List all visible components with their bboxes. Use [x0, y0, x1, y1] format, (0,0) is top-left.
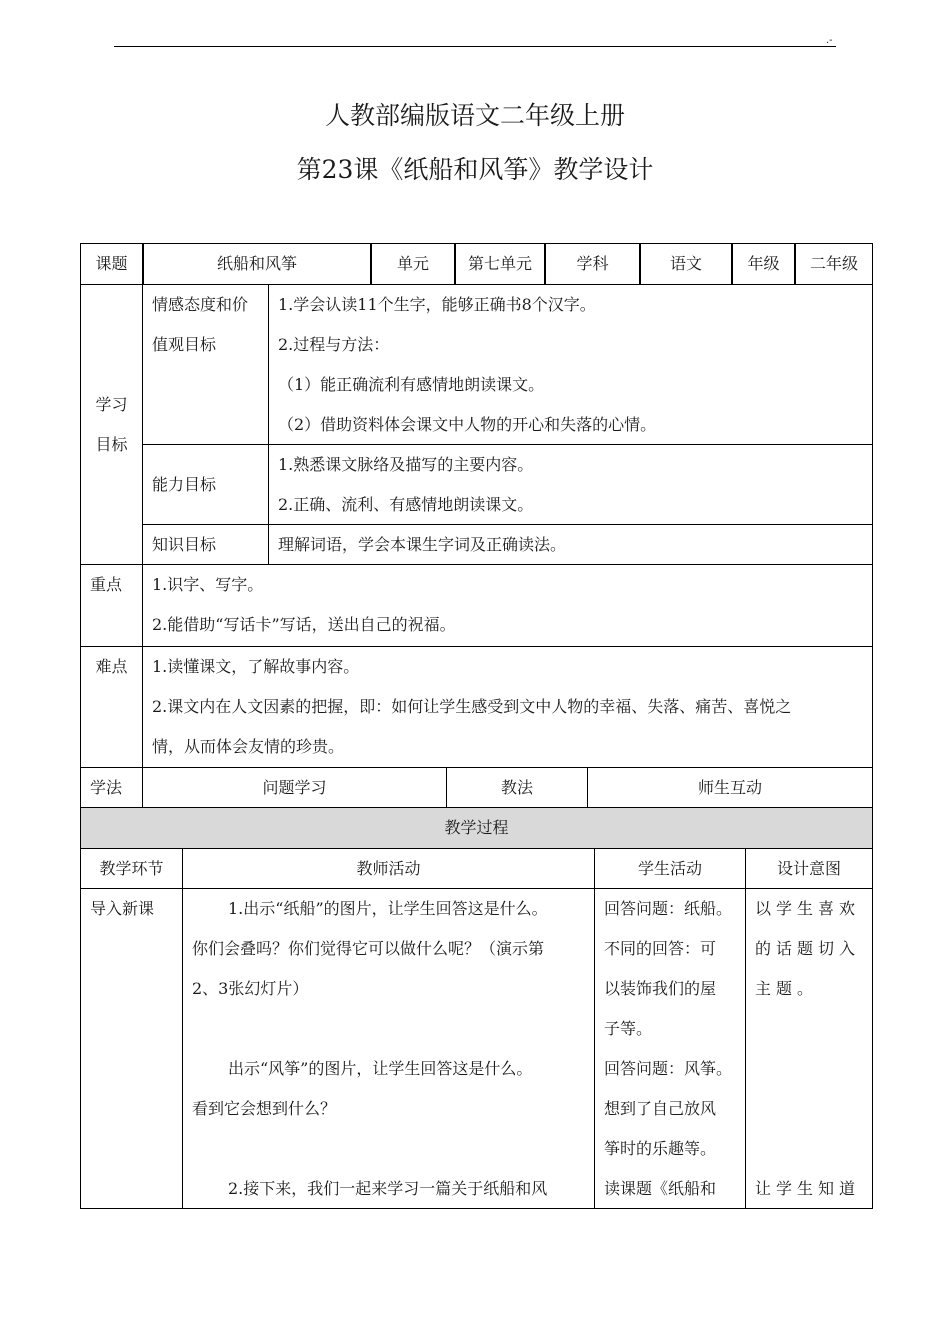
key-points-content: 1.识字、写字。 2.能借助“写话卡”写话，送出自己的祝福。 [142, 564, 873, 647]
header-rule [114, 46, 836, 47]
grade-label: 年级 [732, 243, 795, 285]
subject-label: 学科 [545, 243, 640, 285]
grade-value: 二年级 [795, 243, 873, 285]
attitude-goal-content: 1.学会认读11个生字，能够正确书8个汉字。 2.过程与方法： （1）能正确流利有感情地朗读课文。 （2）借助资料体会课文中人物的开心和失落的心情。 [268, 284, 873, 445]
col-header-stage: 教学环节 [80, 848, 183, 889]
teaching-method-label: 教法 [446, 767, 588, 808]
objectives-label: 学习 目标 [80, 284, 143, 565]
process-title: 教学过程 [80, 807, 873, 849]
learning-method-value: 问题学习 [142, 767, 447, 808]
ability-goal-label: 能力目标 [142, 444, 269, 525]
knowledge-goal-content: 理解词语，学会本课生字词及正确读法。 [268, 524, 873, 565]
teaching-method-value: 师生互动 [587, 767, 873, 808]
topic-label: 课题 [80, 243, 143, 285]
key-points-label: 重点 [80, 564, 143, 647]
lesson-title: 第23课《纸船和风筝》教学设计 [296, 155, 654, 184]
difficulties-content: 1.读懂课文，了解故事内容。 2.课文内在人文因素的把握，即：如何让学生感受到文中人物的幸福、失落、痛苦、喜悦之 情，从而体会友情的珍贵。 [142, 646, 873, 768]
learning-method-label: 学法 [80, 767, 143, 808]
document-title: 人教部编版语文二年级上册 [324, 101, 625, 130]
difficulties-label: 难点 [80, 646, 143, 768]
unit-label: 单元 [371, 243, 455, 285]
col-header-intent: 设计意图 [745, 848, 873, 889]
subject-value: 语文 [640, 243, 732, 285]
attitude-goal-label: 情感态度和价 值观目标 [142, 284, 269, 445]
topic-value: 纸船和风筝 [143, 243, 371, 285]
design-intent-cell: 以学生喜欢 的话题切入 主题。 让学生知道 [745, 888, 873, 1209]
knowledge-goal-label: 知识目标 [142, 524, 269, 565]
unit-value: 第七单元 [455, 243, 545, 285]
col-header-teacher: 教师活动 [182, 848, 595, 889]
col-header-student: 学生活动 [594, 848, 746, 889]
stage-cell: 导入新课 [80, 888, 183, 1209]
header-mark: .- [826, 35, 833, 46]
student-activity-cell: 回答问题：纸船。 不同的回答：可 以装饰我们的屋 子等。 回答问题：风筝。 想到了自己放风 筝时的乐趣等。 读课题《纸船和 [594, 888, 746, 1209]
teacher-activity-cell: 1.出示“纸船”的图片，让学生回答这是什么。 你们会叠吗？你们觉得它可以做什么呢？（演示第 2、3张幻灯片） 出示“风筝”的图片，让学生回答这是什么。 看到它会想到什么？ 2.接下来，我们一起来学习一篇关于纸船和风 [182, 888, 595, 1209]
ability-goal-content: 1.熟悉课文脉络及描写的主要内容。 2.正确、流利、有感情地朗读课文。 [268, 444, 873, 525]
